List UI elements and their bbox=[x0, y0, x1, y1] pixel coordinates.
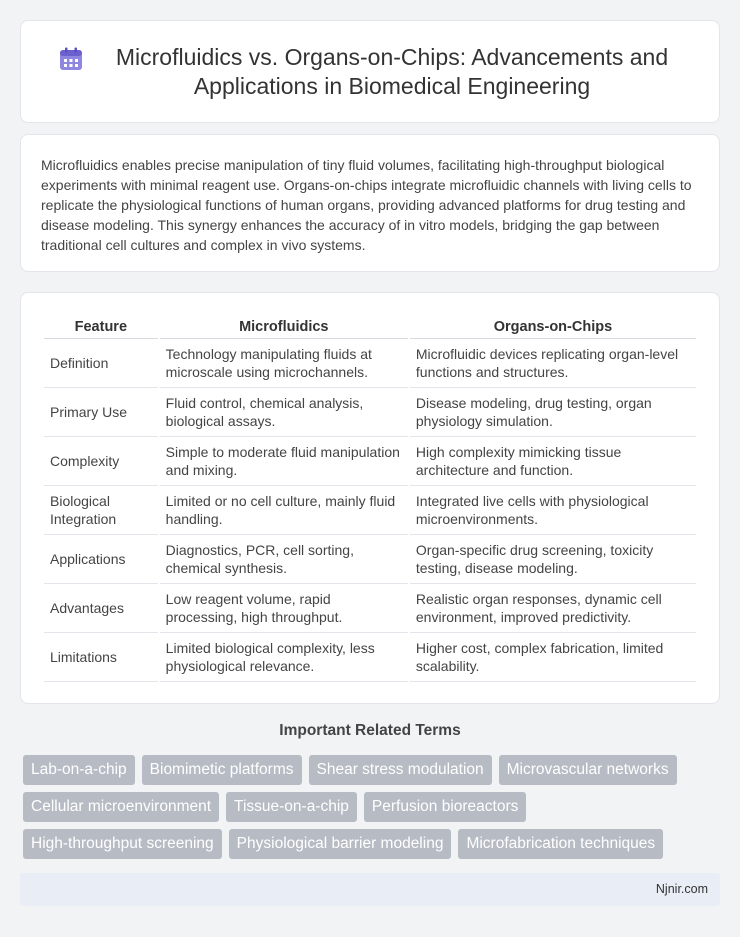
tag-physiological-barrier-modeling[interactable]: Physiological barrier modeling bbox=[229, 829, 452, 859]
table-row bbox=[44, 535, 696, 584]
organs-on-chips-cell: Integrated live cells with physiological microenvironments. bbox=[410, 486, 696, 535]
column-header-microfluidics: Microfluidics bbox=[160, 313, 408, 339]
tag-tissue-on-a-chip[interactable]: Tissue-on-a-chip bbox=[226, 792, 357, 822]
tag-microfabrication-techniques[interactable]: Microfabrication techniques bbox=[458, 829, 663, 859]
tag-perfusion-bioreactors[interactable]: Perfusion bioreactors bbox=[364, 792, 526, 822]
organs-on-chips-cell: Organ-specific drug screening, toxicity testing, disease modeling. bbox=[410, 535, 696, 584]
microfluidics-cell: Diagnostics, PCR, cell sorting, chemical synthesis. bbox=[160, 535, 408, 584]
table-row bbox=[44, 437, 696, 486]
intro-card bbox=[20, 134, 720, 272]
tag-row bbox=[23, 792, 723, 822]
column-header-feature: Feature bbox=[44, 313, 158, 339]
footer bbox=[20, 873, 720, 906]
feature-cell: Complexity bbox=[44, 437, 158, 486]
table-row bbox=[44, 584, 696, 633]
table-row bbox=[44, 339, 696, 388]
tag-cellular-microenvironment[interactable]: Cellular microenvironment bbox=[23, 792, 219, 822]
comparison-table-card bbox=[20, 292, 720, 704]
organs-on-chips-cell: Microfluidic devices replicating organ-level functions and structures. bbox=[410, 339, 696, 388]
related-terms-tags bbox=[23, 755, 723, 866]
tag-biomimetic-platforms[interactable]: Biomimetic platforms bbox=[142, 755, 302, 785]
feature-cell: Primary Use bbox=[44, 388, 158, 437]
tag-high-throughput-screening[interactable]: High-throughput screening bbox=[23, 829, 222, 859]
organs-on-chips-cell: Disease modeling, drug testing, organ physiology simulation. bbox=[410, 388, 696, 437]
feature-cell: Limitations bbox=[44, 633, 158, 682]
microfluidics-cell: Fluid control, chemical analysis, biological assays. bbox=[160, 388, 408, 437]
page-title: Microfluidics vs. Organs-on-Chips: Advancements and Applications in Biomedical Engineering bbox=[115, 43, 669, 99]
microfluidics-cell: Limited biological complexity, less physiological relevance. bbox=[160, 633, 408, 682]
feature-cell: Applications bbox=[44, 535, 158, 584]
title-wrap bbox=[21, 21, 719, 122]
feature-cell: Biological Integration bbox=[44, 486, 158, 535]
tag-row bbox=[23, 829, 723, 859]
table-header-row bbox=[44, 313, 696, 339]
microfluidics-cell: Low reagent volume, rapid processing, high throughput. bbox=[160, 584, 408, 633]
calendar-icon bbox=[58, 46, 84, 72]
organs-on-chips-cell: Higher cost, complex fabrication, limited scalability. bbox=[410, 633, 696, 682]
column-header-organs-on-chips: Organs-on-Chips bbox=[410, 313, 696, 339]
feature-cell: Definition bbox=[44, 339, 158, 388]
footer-site-link[interactable]: Njnir.com bbox=[655, 882, 708, 896]
feature-cell: Advantages bbox=[44, 584, 158, 633]
comparison-table bbox=[42, 313, 698, 682]
organs-on-chips-cell: High complexity mimicking tissue architecture and function. bbox=[410, 437, 696, 486]
table-row bbox=[44, 388, 696, 437]
tag-shear-stress-modulation[interactable]: Shear stress modulation bbox=[309, 755, 492, 785]
tag-lab-on-a-chip[interactable]: Lab-on-a-chip bbox=[23, 755, 135, 785]
organs-on-chips-cell: Realistic organ responses, dynamic cell environment, improved predictivity. bbox=[410, 584, 696, 633]
table-row bbox=[44, 486, 696, 535]
title-card bbox=[20, 20, 720, 123]
table-row bbox=[44, 633, 696, 682]
microfluidics-cell: Technology manipulating fluids at microscale using microchannels. bbox=[160, 339, 408, 388]
microfluidics-cell: Simple to moderate fluid manipulation and mixing. bbox=[160, 437, 408, 486]
tag-microvascular-networks[interactable]: Microvascular networks bbox=[499, 755, 677, 785]
intro-paragraph: Microfluidics enables precise manipulation of tiny fluid volumes, facilitating high-throughput biological experiments with minimal reagent use. Organs-on-chips integrate microfluidic channels with living cells to replicate the physiological functions of human organs, providing advanced platforms for drug testing and disease modeling. This synergy enhances the accuracy of in vitro models, bridging the gap between traditional cell cultures and complex in vivo systems. bbox=[41, 157, 692, 253]
related-terms-heading: Important Related Terms bbox=[279, 722, 461, 739]
microfluidics-cell: Limited or no cell culture, mainly fluid handling. bbox=[160, 486, 408, 535]
tag-row bbox=[23, 755, 723, 785]
